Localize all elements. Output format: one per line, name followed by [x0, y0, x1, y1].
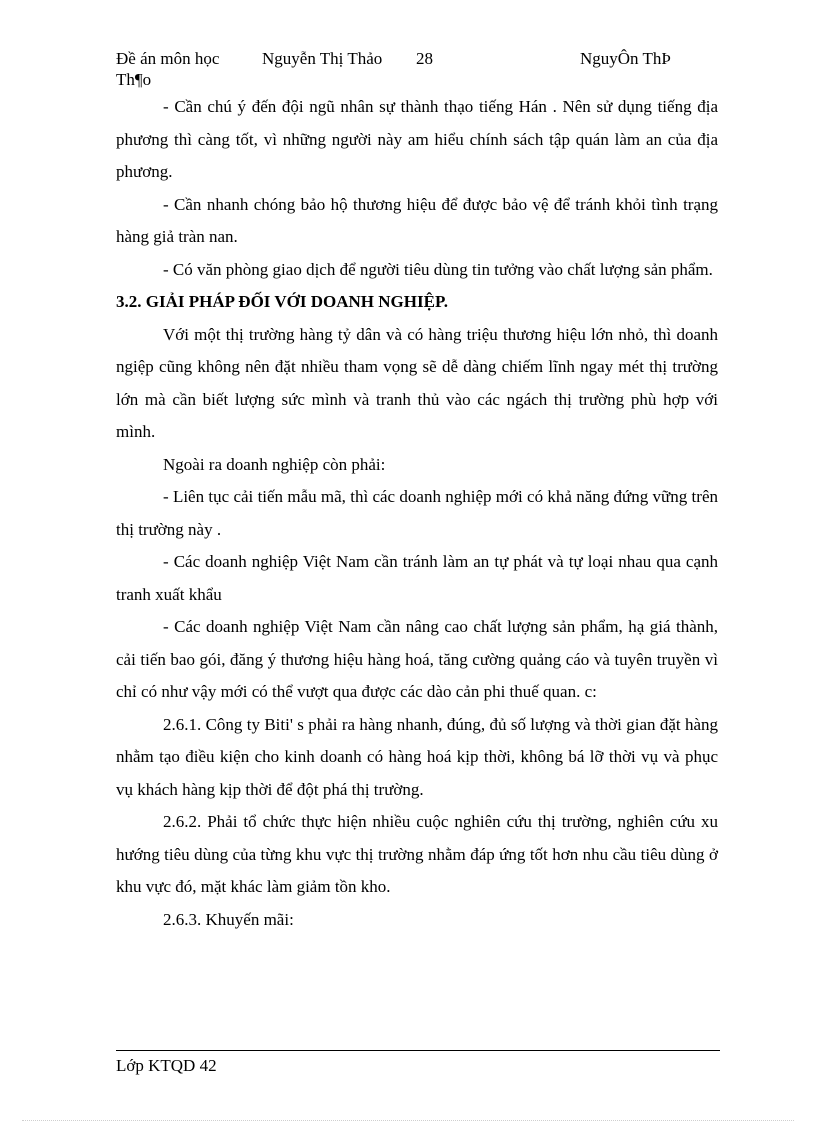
paragraph-staff-chinese: - Cần chú ý đến đội ngũ nhân sự thành thạo tiếng Hán . Nên sử dụng tiếng địa phương thì càng tốt, vì những người này am hiểu chính sách tập quán làm an của địa phương.	[116, 97, 718, 181]
header-garbled-name-continued: Th¶o	[116, 70, 152, 89]
paragraph-market-strategy: Với một thị trường hàng tỷ dân và có hàng triệu thương hiệu lớn nhỏ, thì doanh ngiệp cũng không nên đặt nhiều tham vọng sẽ dễ dàng chiếm lĩnh ngay mét thị trường lớn mà cần biết lượng sức mình và tranh thủ vào các ngách thị trường phù hợp với mình.	[116, 324, 718, 441]
paragraph-design-improvement: - Liên tục cải tiến mẫu mã, thì các doanh nghiệp mới có khả năng đứng vững trên thị trường này .	[116, 487, 718, 539]
section-heading: 3.2. GIẢI PHÁP ĐỐI VỚI DOANH NGHIỆP.	[116, 292, 449, 311]
header-garbled-name: NguyÔn ThÞ	[580, 49, 671, 68]
header-page-number: 28	[416, 49, 433, 68]
paragraph-additionally: Ngoài ra doanh nghiệp còn phải:	[163, 454, 386, 474]
paragraph-trade-office: - Có văn phòng giao dịch để người tiêu dùng tin tưởng vào chất lượng sản phẩm.	[163, 259, 713, 279]
paragraph-2-6-3: 2.6.3. Khuyến mãi:	[163, 909, 294, 929]
page-header	[116, 49, 716, 93]
header-author: Nguyễn Thị Thảo	[262, 49, 383, 68]
document-body	[116, 91, 718, 936]
header-course: Đề án môn học	[116, 49, 220, 68]
paragraph-brand-protection: - Cần nhanh chóng bảo hộ thương hiệu để được bảo vệ để tránh khỏi tình trạng hàng giả tràn nan.	[116, 194, 718, 246]
paragraph-quality-improvement: - Các doanh nghiệp Việt Nam cần nâng cao chất lượng sản phẩm, hạ giá thành, cải tiến bao gói, đăng ý thương hiệu hàng hoá, tăng cường quảng cáo và tuyên truyền vì chỉ có như vậy mới có thể vượt qua được các dào cản phi thuế quan. c:	[116, 617, 718, 701]
paragraph-2-6-1: 2.6.1. Công ty Biti' s phải ra hàng nhanh, đúng, đủ số lượng và thời gian đặt hàng nhằm tạo điều kiện cho kinh doanh có hàng hoá kịp thời, không bá lỡ thời vụ và phục vụ khách hàng kịp thời để đột phá thị trường.	[116, 714, 718, 799]
paragraph-2-6-2: 2.6.2. Phải tổ chức thực hiện nhiều cuộc nghiên cứu thị trường, nghiên cứu xu hướng tiêu dùng của từng khu vực thị trường nhằm đáp ứng tốt hơn nhu cầu tiêu dùng ở khu vực đó, mặt khác làm giảm tồn kho.	[116, 812, 718, 896]
paragraph-avoid-spontaneous: - Các doanh nghiệp Việt Nam cần tránh làm an tự phát và tự loại nhau qua cạnh tranh xuất khẩu	[116, 552, 718, 604]
footer-divider	[116, 1050, 720, 1051]
footer-class-label: Lớp KTQD 42	[116, 1056, 217, 1075]
page-bottom-edge	[22, 1120, 794, 1121]
